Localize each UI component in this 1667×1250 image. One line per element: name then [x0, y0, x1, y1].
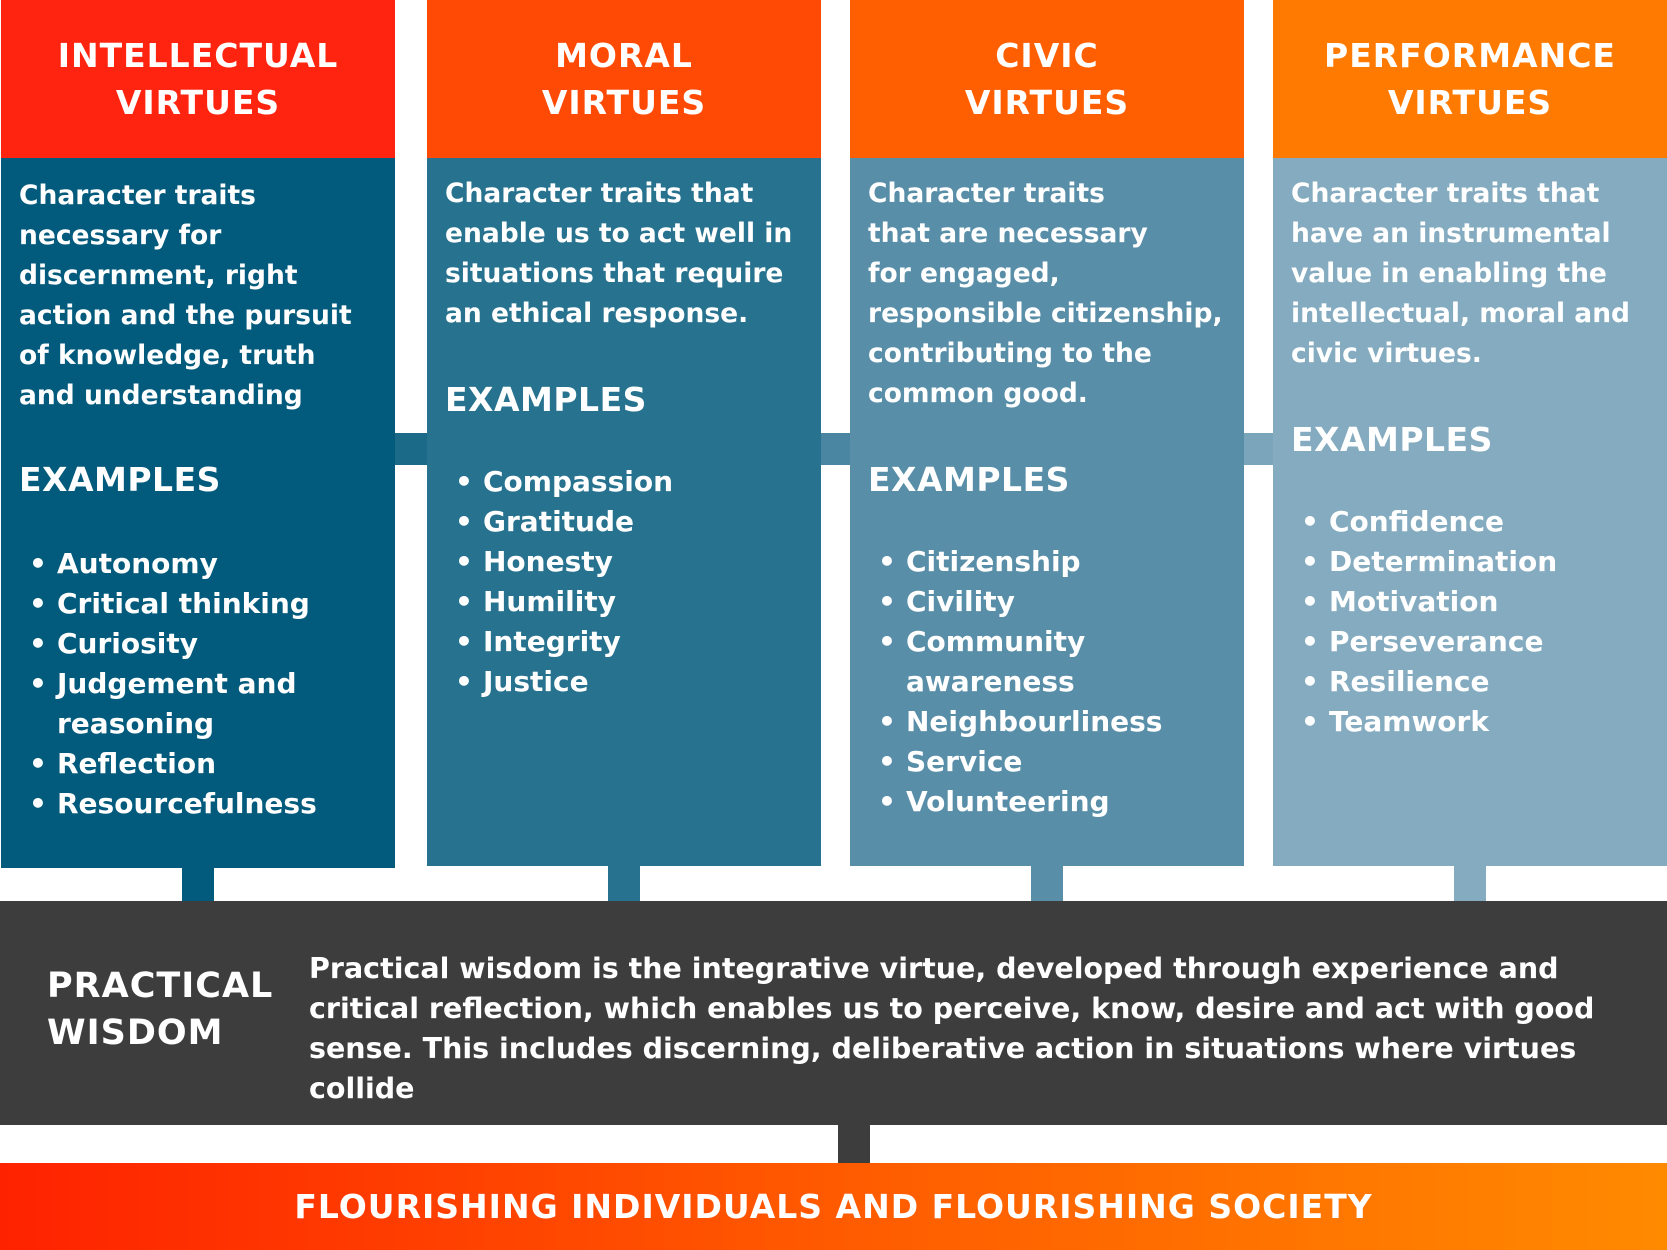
list-item: • Autonomy [57, 544, 377, 584]
list-item: • Justice [483, 662, 803, 702]
column-title-civic: CIVIC VIRTUES [964, 36, 1130, 122]
column-description-performance: Character traits that have an instrumental value in enabling the intellectual, moral and civic virtues. [1291, 178, 1631, 369]
flourishing-label: FLOURISHING INDIVIDUALS AND FLOURISHING SOCIETY [294, 1187, 1373, 1226]
column-description-intellectual: Character traits necessary for discernment, right action and the pursuit of knowledge, truth and understanding [19, 180, 352, 411]
list-item: • Resourcefulness [57, 784, 377, 824]
list-item: • Reflection [57, 744, 377, 784]
column-header-civic [850, 0, 1244, 158]
column-body-moral [427, 158, 821, 866]
examples-list-moral [445, 462, 803, 702]
examples-list-intellectual [19, 544, 377, 824]
column-header-intellectual [1, 0, 395, 158]
list-item: • Motivation [1329, 582, 1649, 622]
list-item: • Civility [906, 582, 1226, 622]
column-performance-virtues [1273, 0, 1667, 738]
list-item: • Honesty [483, 542, 803, 582]
connector-performance-wisdom [1454, 862, 1486, 902]
examples-heading-civic: EXAMPLES [868, 460, 1070, 499]
list-item: • Gratitude [483, 502, 803, 542]
examples-list-civic [868, 542, 1226, 822]
practical-wisdom-title: PRACTICAL WISDOM [47, 966, 274, 1053]
column-intellectual-virtues [1, 0, 395, 820]
column-body-civic [850, 158, 1244, 866]
connector-intellectual-wisdom [182, 862, 214, 902]
list-item: • Citizenship [906, 542, 1226, 582]
connector-civic-performance [1243, 433, 1275, 465]
column-body-performance [1273, 158, 1667, 866]
connector-civic-wisdom [1031, 862, 1063, 902]
examples-heading-performance: EXAMPLES [1291, 420, 1493, 459]
column-header-performance [1273, 0, 1667, 158]
column-title-performance: PERFORMANCE VIRTUES [1324, 36, 1616, 122]
list-item: • Determination [1329, 542, 1649, 582]
column-title-moral: MORAL VIRTUES [541, 36, 707, 122]
list-item: • Humility [483, 582, 803, 622]
column-description-moral: Character traits that enable us to act well in situations that require an ethical response. [445, 178, 793, 329]
column-moral-virtues [427, 0, 821, 698]
connector-wisdom-flourishing [838, 1124, 870, 1164]
list-item: • Curiosity [57, 624, 377, 664]
column-title-intellectual: INTELLECTUAL VIRTUES [57, 36, 339, 122]
list-item: • Perseverance [1329, 622, 1649, 662]
list-item: • Confidence [1329, 502, 1649, 542]
connector-moral-civic [820, 433, 852, 465]
column-description-civic: Character traits that are necessary for engaged, responsible citizenship, contributing to the common good. [868, 178, 1223, 409]
practical-wisdom-description: Practical wisdom is the integrative virtue, developed through experience and critical reflection, which enables us to perceive, know, desire and act with good sense. This includes discerning, deliberative action in situations where virtues collide [309, 952, 1595, 1105]
examples-list-performance [1291, 502, 1649, 742]
practical-wisdom-panel [0, 901, 1667, 1125]
list-item: • Service [906, 742, 1226, 782]
list-item: • Community awareness [906, 622, 1226, 702]
list-item: • Resilience [1329, 662, 1649, 702]
flourishing-banner [0, 1163, 1667, 1250]
examples-heading-moral: EXAMPLES [445, 380, 647, 419]
connector-moral-wisdom [608, 862, 640, 902]
column-header-moral [427, 0, 821, 158]
column-body-intellectual [1, 158, 395, 868]
list-item: • Compassion [483, 462, 803, 502]
connector-intellectual-moral [395, 433, 427, 465]
examples-heading-intellectual: EXAMPLES [19, 460, 221, 499]
list-item: • Critical thinking [57, 584, 377, 624]
list-item: • Teamwork [1329, 702, 1649, 742]
list-item: • Volunteering [906, 782, 1226, 822]
list-item: • Integrity [483, 622, 803, 662]
column-civic-virtues [850, 0, 1244, 818]
list-item: • Judgement and reasoning [57, 664, 377, 744]
list-item: • Neighbourliness [906, 702, 1226, 742]
